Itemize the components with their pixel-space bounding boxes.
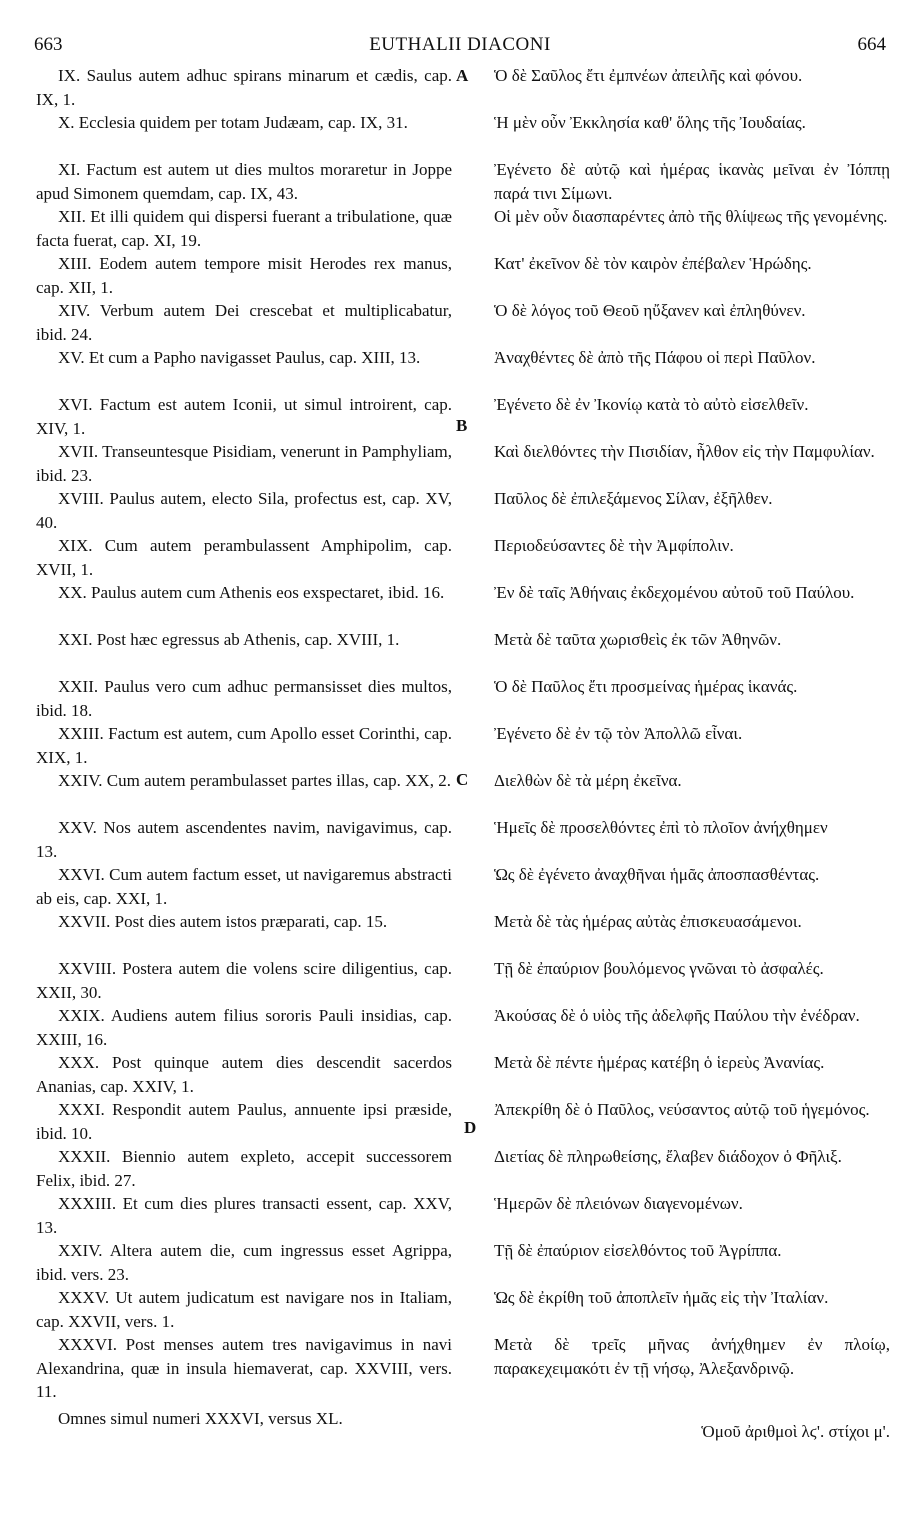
latin-entry: XV. Et cum a Papho navigasset Paulus, cap. XIII, 13.: [58, 348, 421, 367]
margin-marker-b: B: [456, 416, 468, 435]
greek-entry: Ἐγένετο δὲ ἐν τῷ τὸν Ἀπολλῶ εἶναι.: [494, 724, 743, 743]
latin-entry: XXXIII. Et cum dies plures transacti essent, cap. XXV, 13.: [36, 1194, 452, 1237]
latin-entry: XXII. Paulus vero cum adhuc permansisset dies multos, ibid. 18.: [36, 677, 452, 720]
greek-summary: Ὁμοῦ ἀριθμοὶ λϛ'. στίχοι μ'.: [701, 1422, 890, 1441]
margin-marker-c: C: [456, 770, 469, 789]
running-title: EUTHALII DIACONI: [369, 34, 551, 55]
latin-entry: XXV. Nos autem ascendentes navim, navigavimus, cap. 13.: [36, 818, 452, 861]
greek-entry: Παῦλος δὲ ἐπιλεξάμενος Σίλαν, ἐξῆλθεν.: [494, 489, 773, 508]
latin-entry: XXXII. Biennio autem expleto, accepit successorem Felix, ibid. 27.: [36, 1147, 452, 1190]
latin-entry: XXVII. Post dies autem istos præparati, cap. 15.: [58, 912, 388, 931]
latin-entry: XVIII. Paulus autem, electo Sila, profectus est, cap. XV, 40.: [36, 489, 452, 532]
greek-entry: Τῇ δὲ ἐπαύριον εἰσελθόντος τοῦ Ἀγρίππα.: [494, 1241, 782, 1260]
margin-marker-d: D: [464, 1118, 477, 1137]
greek-entry: Ὁ δὲ Παῦλος ἔτι προσμείνας ἡμέρας ἱκανάς.: [494, 677, 798, 696]
latin-entry: XXVI. Cum autem factum esset, ut navigaremus abstracti ab eis, cap. XXI, 1.: [36, 865, 452, 908]
latin-entry: XXIX. Audiens autem filius sororis Pauli insidias, cap. XXIII, 16.: [36, 1006, 452, 1049]
latin-entry: XXXVI. Post menses autem tres navigavimus in navi Alexandrina, quæ in insula hiemaverat, cap. XXVIII, vers. 11.: [36, 1335, 452, 1402]
margin-marker-a: A: [456, 66, 469, 85]
greek-entry: Ἡμεῖς δὲ προσελθόντες ἐπὶ τὸ πλοῖον ἀνήχθημεν: [494, 818, 828, 837]
latin-entry: XXIV. Altera autem die, cum ingressus esset Agrippa, ibid. vers. 23.: [36, 1241, 452, 1284]
greek-entry: Οἱ μὲν οὖν διασπαρέντες ἀπὸ τῆς θλίψεως τῆς γενομένης.: [494, 207, 888, 226]
greek-entry: Ἐγένετο δὲ ἐν Ἰκονίῳ κατὰ τὸ αὐτὸ εἰσελθεῖν.: [494, 395, 809, 414]
latin-entry: XII. Et illi quidem qui dispersi fuerant a tribulatione, quæ facta fuerat, cap. XI, 19.: [36, 207, 452, 250]
greek-entry: Διετίας δὲ πληρωθείσης, ἔλαβεν διάδοχον ὁ Φῆλιξ.: [494, 1147, 842, 1166]
latin-entry: XVII. Transeuntesque Pisidiam, venerunt in Pamphyliam, ibid. 23.: [36, 442, 452, 485]
greek-entry: Ἡ μὲν οὖν Ἐκκλησία καθ' ὅλης τῆς Ἰουδαίας.: [494, 113, 806, 132]
latin-summary: Omnes simul numeri XXXVI, versus XL.: [58, 1409, 343, 1428]
greek-entry: Ἀναχθέντες δὲ ἀπὸ τῆς Πάφου οἱ περὶ Παῦλον.: [494, 348, 816, 367]
latin-entry: XXIV. Cum autem perambulasset partes illas, cap. XX, 2.: [58, 771, 451, 790]
greek-entry: Ὁ δὲ λόγος τοῦ Θεοῦ ηὔξανεν καὶ ἐπληθύνεν.: [494, 301, 806, 320]
latin-entry: XXI. Post hæc egressus ab Athenis, cap. XVIII, 1.: [58, 630, 400, 649]
greek-entry: Καὶ διελθόντες τὴν Πισιδίαν, ἦλθον εἰς τὴν Παμφυλίαν.: [494, 442, 875, 461]
greek-entry: Κατ' ἐκεῖνον δὲ τὸν καιρὸν ἐπέβαλεν Ἡρώδης.: [494, 254, 812, 273]
greek-entry: Ἐγένετο δὲ αὐτῷ καὶ ἡμέρας ἱκανὰς μεῖναι ἐν Ἰόππῃ παρά τινι Σίμωνι.: [494, 160, 890, 203]
page-number-left: 663: [34, 34, 63, 55]
greek-entry: Μετὰ δὲ τρεῖς μῆνας ἀνήχθημεν ἐν πλοίῳ, παρακεχειμακότι ἐν τῇ νήσῳ, Ἀλεξανδρινῷ.: [494, 1335, 890, 1378]
greek-entry: Μετὰ δὲ τὰς ἡμέρας αὐτὰς ἐπισκευασάμενοι.: [494, 912, 802, 931]
latin-entry: XXIII. Factum est autem, cum Apollo esset Corinthi, cap. XIX, 1.: [36, 724, 452, 767]
greek-entry: Διελθὼν δὲ τὰ μέρη ἐκεῖνα.: [494, 771, 682, 790]
latin-entry: IX. Saulus autem adhuc spirans minarum et cædis, cap. IX, 1.: [36, 66, 452, 109]
greek-entry: Ἐν δὲ ταῖς Ἀθήναις ἐκδεχομένου αὐτοῦ τοῦ Παύλου.: [494, 583, 855, 602]
latin-entry: XIII. Eodem autem tempore misit Herodes rex manus, cap. XII, 1.: [36, 254, 452, 297]
greek-entry: Μετὰ δὲ πέντε ἡμέρας κατέβη ὁ ἱερεὺς Ἀνανίας.: [494, 1053, 825, 1072]
greek-entry: Ἡμερῶν δὲ πλειόνων διαγενομένων.: [494, 1194, 743, 1213]
latin-entry: XXXI. Respondit autem Paulus, annuente ipsi præside, ibid. 10.: [36, 1100, 452, 1143]
page-number-right: 664: [857, 34, 886, 55]
latin-entry: XX. Paulus autem cum Athenis eos exspectaret, ibid. 16.: [58, 583, 445, 602]
latin-entry: XI. Factum est autem ut dies multos moraretur in Joppe apud Simonem quemdam, cap. IX, 43.: [36, 160, 452, 203]
greek-entry: Ὡς δὲ ἐκρίθη τοῦ ἀποπλεῖν ἡμᾶς εἰς τὴν Ἰταλίαν.: [494, 1288, 829, 1307]
latin-entry: XIV. Verbum autem Dei crescebat et multiplicabatur, ibid. 24.: [36, 301, 452, 344]
latin-entry: XXX. Post quinque autem dies descendit sacerdos Ananias, cap. XXIV, 1.: [36, 1053, 452, 1096]
latin-entry: XXVIII. Postera autem die volens scire diligentius, cap. XXII, 30.: [36, 959, 452, 1002]
running-header: [0, 34, 920, 62]
greek-entry: Ὁ δὲ Σαῦλος ἔτι ἐμπνέων ἀπειλῆς καὶ φόνου.: [494, 66, 803, 85]
greek-entry: Ἀκούσας δὲ ὁ υἱὸς τῆς ἀδελφῆς Παύλου τὴν ἐνέδραν.: [494, 1006, 860, 1025]
greek-entry: Περιοδεύσαντες δὲ τὴν Ἀμφίπολιν.: [494, 536, 734, 555]
greek-entry: Μετὰ δὲ ταῦτα χωρισθεὶς ἐκ τῶν Ἀθηνῶν.: [494, 630, 782, 649]
greek-entry: Τῇ δὲ ἐπαύριον βουλόμενος γνῶναι τὸ ἀσφαλές.: [494, 959, 824, 978]
latin-entry: XIX. Cum autem perambulassent Amphipolim, cap. XVII, 1.: [36, 536, 452, 579]
latin-entry: XVI. Factum est autem Iconii, ut simul introirent, cap. XIV, 1.: [36, 395, 452, 438]
greek-entry: Ὡς δὲ ἐγένετο ἀναχθῆναι ἡμᾶς ἀποσπασθέντας.: [494, 865, 820, 884]
greek-entry: Ἀπεκρίθη δὲ ὁ Παῦλος, νεύσαντος αὐτῷ τοῦ ἡγεμόνος.: [494, 1100, 870, 1119]
latin-entry: X. Ecclesia quidem per totam Judæam, cap. IX, 31.: [58, 113, 408, 132]
latin-entry: XXXV. Ut autem judicatum est navigare nos in Italiam, cap. XXVII, vers. 1.: [36, 1288, 452, 1331]
